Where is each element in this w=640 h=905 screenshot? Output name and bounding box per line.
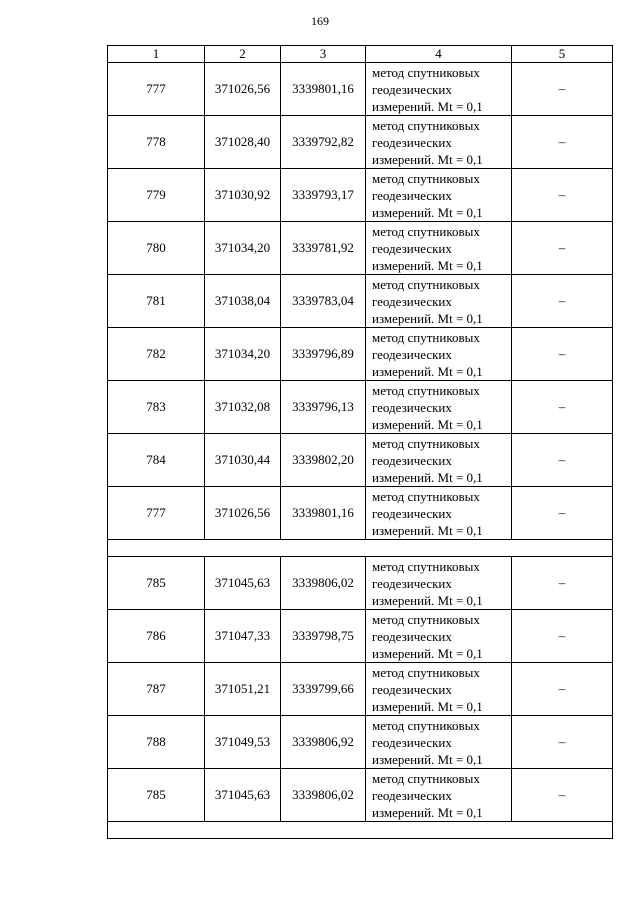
point-number-cell: 786 bbox=[108, 610, 205, 663]
method-cell bbox=[366, 381, 512, 434]
x-coordinate-cell: 371034,20 bbox=[205, 222, 281, 275]
note-cell: – bbox=[512, 487, 613, 540]
method-line-1: метод спутниковых bbox=[372, 770, 480, 786]
method-line-1: метод спутниковых bbox=[372, 329, 480, 345]
note-cell: – bbox=[512, 434, 613, 487]
method-line-2: геодезических bbox=[372, 399, 452, 415]
x-coordinate-cell: 371030,44 bbox=[205, 434, 281, 487]
note-cell: – bbox=[512, 169, 613, 222]
point-number-cell: 782 bbox=[108, 328, 205, 381]
table-row bbox=[108, 663, 613, 716]
method-line-2: геодезических bbox=[372, 346, 452, 362]
method-cell bbox=[366, 769, 512, 822]
note-cell: – bbox=[512, 63, 613, 116]
note-cell: – bbox=[512, 275, 613, 328]
method-line-2: геодезических bbox=[372, 452, 452, 468]
method-line-3: измерений. Mt = 0,1 bbox=[372, 310, 483, 326]
method-line-1: метод спутниковых bbox=[372, 382, 480, 398]
method-cell bbox=[366, 116, 512, 169]
coordinates-table-body bbox=[108, 46, 613, 839]
point-number-cell: 777 bbox=[108, 63, 205, 116]
header-cell-4: 4 bbox=[366, 46, 512, 63]
note-cell: – bbox=[512, 716, 613, 769]
table-row bbox=[108, 381, 613, 434]
group-separator-row bbox=[108, 540, 613, 557]
x-coordinate-cell: 371034,20 bbox=[205, 328, 281, 381]
method-cell bbox=[366, 434, 512, 487]
note-cell: – bbox=[512, 328, 613, 381]
header-cell-2: 2 bbox=[205, 46, 281, 63]
table-row bbox=[108, 610, 613, 663]
y-coordinate-cell: 3339783,04 bbox=[281, 275, 366, 328]
y-coordinate-cell: 3339799,66 bbox=[281, 663, 366, 716]
method-line-3: измерений. Mt = 0,1 bbox=[372, 98, 483, 114]
table-row bbox=[108, 222, 613, 275]
x-coordinate-cell: 371030,92 bbox=[205, 169, 281, 222]
table-row bbox=[108, 275, 613, 328]
y-coordinate-cell: 3339806,02 bbox=[281, 557, 366, 610]
y-coordinate-cell: 3339792,82 bbox=[281, 116, 366, 169]
y-coordinate-cell: 3339798,75 bbox=[281, 610, 366, 663]
table-row bbox=[108, 169, 613, 222]
method-line-1: метод спутниковых bbox=[372, 170, 480, 186]
table-row bbox=[108, 116, 613, 169]
x-coordinate-cell: 371032,08 bbox=[205, 381, 281, 434]
point-number-cell: 785 bbox=[108, 769, 205, 822]
method-line-2: геодезических bbox=[372, 734, 452, 750]
method-line-3: измерений. Mt = 0,1 bbox=[372, 751, 483, 767]
method-cell bbox=[366, 222, 512, 275]
y-coordinate-cell: 3339806,92 bbox=[281, 716, 366, 769]
method-line-1: метод спутниковых bbox=[372, 435, 480, 451]
table-row bbox=[108, 557, 613, 610]
note-cell: – bbox=[512, 557, 613, 610]
method-cell bbox=[366, 63, 512, 116]
method-cell bbox=[366, 169, 512, 222]
point-number-cell: 783 bbox=[108, 381, 205, 434]
y-coordinate-cell: 3339801,16 bbox=[281, 487, 366, 540]
group-separator-cell bbox=[108, 822, 613, 839]
x-coordinate-cell: 371026,56 bbox=[205, 63, 281, 116]
method-cell bbox=[366, 328, 512, 381]
x-coordinate-cell: 371051,21 bbox=[205, 663, 281, 716]
table-header-row bbox=[108, 46, 613, 63]
group-separator-cell bbox=[108, 540, 613, 557]
method-line-3: измерений. Mt = 0,1 bbox=[372, 469, 483, 485]
point-number-cell: 788 bbox=[108, 716, 205, 769]
method-line-1: метод спутниковых bbox=[372, 117, 480, 133]
method-cell bbox=[366, 716, 512, 769]
page-number: 169 bbox=[311, 14, 329, 28]
point-number-cell: 780 bbox=[108, 222, 205, 275]
method-line-1: метод спутниковых bbox=[372, 223, 480, 239]
method-line-2: геодезических bbox=[372, 787, 452, 803]
method-line-3: измерений. Mt = 0,1 bbox=[372, 522, 483, 538]
method-line-3: измерений. Mt = 0,1 bbox=[372, 257, 483, 273]
method-line-3: измерений. Mt = 0,1 bbox=[372, 416, 483, 432]
table-row bbox=[108, 487, 613, 540]
method-cell bbox=[366, 275, 512, 328]
table-row bbox=[108, 434, 613, 487]
point-number-cell: 785 bbox=[108, 557, 205, 610]
x-coordinate-cell: 371047,33 bbox=[205, 610, 281, 663]
y-coordinate-cell: 3339802,20 bbox=[281, 434, 366, 487]
point-number-cell: 781 bbox=[108, 275, 205, 328]
header-cell-1: 1 bbox=[108, 46, 205, 63]
point-number-cell: 787 bbox=[108, 663, 205, 716]
method-cell bbox=[366, 610, 512, 663]
method-line-2: геодезических bbox=[372, 628, 452, 644]
point-number-cell: 778 bbox=[108, 116, 205, 169]
y-coordinate-cell: 3339796,89 bbox=[281, 328, 366, 381]
method-line-2: геодезических bbox=[372, 81, 452, 97]
method-line-1: метод спутниковых bbox=[372, 276, 480, 292]
method-line-3: измерений. Mt = 0,1 bbox=[372, 204, 483, 220]
x-coordinate-cell: 371038,04 bbox=[205, 275, 281, 328]
table-row bbox=[108, 63, 613, 116]
method-line-1: метод спутниковых bbox=[372, 611, 480, 627]
note-cell: – bbox=[512, 116, 613, 169]
note-cell: – bbox=[512, 663, 613, 716]
y-coordinate-cell: 3339781,92 bbox=[281, 222, 366, 275]
method-line-1: метод спутниковых bbox=[372, 664, 480, 680]
method-line-2: геодезических bbox=[372, 134, 452, 150]
note-cell: – bbox=[512, 381, 613, 434]
note-cell: – bbox=[512, 769, 613, 822]
point-number-cell: 784 bbox=[108, 434, 205, 487]
method-line-3: измерений. Mt = 0,1 bbox=[372, 804, 483, 820]
y-coordinate-cell: 3339806,02 bbox=[281, 769, 366, 822]
method-line-3: измерений. Mt = 0,1 bbox=[372, 592, 483, 608]
method-line-3: измерений. Mt = 0,1 bbox=[372, 645, 483, 661]
method-line-1: метод спутниковых bbox=[372, 558, 480, 574]
x-coordinate-cell: 371049,53 bbox=[205, 716, 281, 769]
method-line-3: измерений. Mt = 0,1 bbox=[372, 151, 483, 167]
method-cell bbox=[366, 663, 512, 716]
note-cell: – bbox=[512, 222, 613, 275]
x-coordinate-cell: 371045,63 bbox=[205, 769, 281, 822]
method-line-3: измерений. Mt = 0,1 bbox=[372, 363, 483, 379]
method-line-2: геодезических bbox=[372, 240, 452, 256]
table-row bbox=[108, 328, 613, 381]
point-number-cell: 779 bbox=[108, 169, 205, 222]
table-row bbox=[108, 716, 613, 769]
coordinates-table bbox=[107, 45, 613, 839]
method-line-3: измерений. Mt = 0,1 bbox=[372, 698, 483, 714]
header-cell-3: 3 bbox=[281, 46, 366, 63]
method-cell bbox=[366, 487, 512, 540]
x-coordinate-cell: 371026,56 bbox=[205, 487, 281, 540]
method-line-2: геодезических bbox=[372, 681, 452, 697]
y-coordinate-cell: 3339793,17 bbox=[281, 169, 366, 222]
y-coordinate-cell: 3339801,16 bbox=[281, 63, 366, 116]
note-cell: – bbox=[512, 610, 613, 663]
method-line-1: метод спутниковых bbox=[372, 717, 480, 733]
group-separator-row bbox=[108, 822, 613, 839]
x-coordinate-cell: 371045,63 bbox=[205, 557, 281, 610]
method-line-1: метод спутниковых bbox=[372, 488, 480, 504]
method-line-2: геодезических bbox=[372, 293, 452, 309]
method-line-1: метод спутниковых bbox=[372, 64, 480, 80]
point-number-cell: 777 bbox=[108, 487, 205, 540]
method-cell bbox=[366, 557, 512, 610]
table-row bbox=[108, 769, 613, 822]
header-cell-5: 5 bbox=[512, 46, 613, 63]
method-line-2: геодезических bbox=[372, 187, 452, 203]
x-coordinate-cell: 371028,40 bbox=[205, 116, 281, 169]
y-coordinate-cell: 3339796,13 bbox=[281, 381, 366, 434]
method-line-2: геодезических bbox=[372, 575, 452, 591]
method-line-2: геодезических bbox=[372, 505, 452, 521]
